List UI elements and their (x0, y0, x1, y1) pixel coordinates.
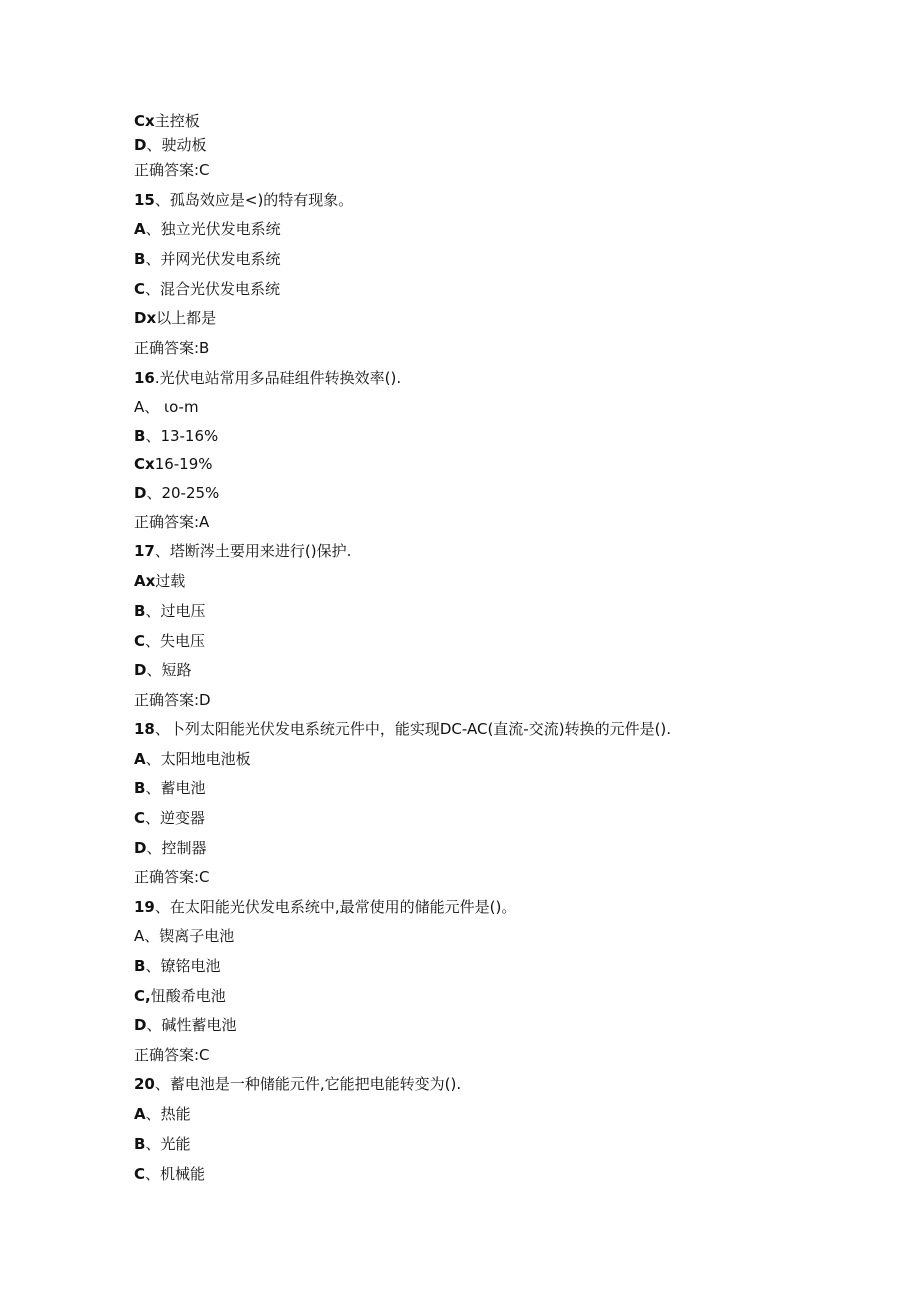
option-line: D、控制器 (134, 839, 207, 857)
question-line: 18、卜列太阳能光伏发电系统元件中，能实现DC-AC(直流-交流)转换的元件是(). (134, 720, 672, 738)
option-line: B、光能 (134, 1135, 191, 1153)
option-line: B、并网光伏发电系统 (134, 250, 281, 268)
option-line: A、独立光伏发电系统 (134, 220, 281, 238)
option-line: B、过电压 (134, 602, 206, 620)
option-line: D、短路 (134, 661, 192, 679)
option-line: A、太阳地电池板 (134, 750, 251, 768)
option-line: C、逆变器 (134, 809, 206, 827)
option-line: Dx以上都是 (134, 309, 217, 327)
question-line: 17、塔断涔土要用来进行()保护. (134, 542, 352, 560)
answer-line: 正确答案:C (134, 1046, 210, 1064)
text-line: D、驶动板 (134, 136, 207, 154)
answer-line: 正确答案:D (134, 691, 211, 709)
answer-line: 正确答案:A (134, 513, 210, 531)
question-line: 19、在太阳能光伏发电系统中,最常使用的储能元件是()。 (134, 898, 517, 916)
question-line: 15、孤岛效应是<)的特有现象。 (134, 191, 354, 209)
option-line: C、混合光伏发电系统 (134, 280, 281, 298)
option-line: B、蓄电池 (134, 779, 206, 797)
question-line: 20、蓄电池是一种储能元件,它能把电能转变为(). (134, 1075, 462, 1093)
text-line: Cx主控板 (134, 112, 200, 130)
option-line: D、20-25% (134, 484, 220, 502)
answer-line: 正确答案:C (134, 161, 210, 179)
option-line: D、碱性蓄电池 (134, 1016, 237, 1034)
option-line: C、失电压 (134, 632, 206, 650)
option-line: Ax过载 (134, 572, 186, 590)
option-line: A、锲离子电池 (134, 927, 235, 945)
option-line: A、 ιo-m (134, 398, 199, 416)
option-line: Cx16-19% (134, 455, 213, 473)
answer-line: 正确答案:B (134, 339, 210, 357)
option-line: A、热能 (134, 1105, 191, 1123)
option-line: B、13-16% (134, 427, 219, 445)
option-line: C、机械能 (134, 1165, 206, 1183)
question-line: 16.光伏电站常用多品硅组件转换效率(). (134, 369, 402, 387)
option-line: C,忸酸希电池 (134, 987, 226, 1005)
option-line: B、镣铭电池 (134, 957, 221, 975)
answer-line: 正确答案:C (134, 868, 210, 886)
